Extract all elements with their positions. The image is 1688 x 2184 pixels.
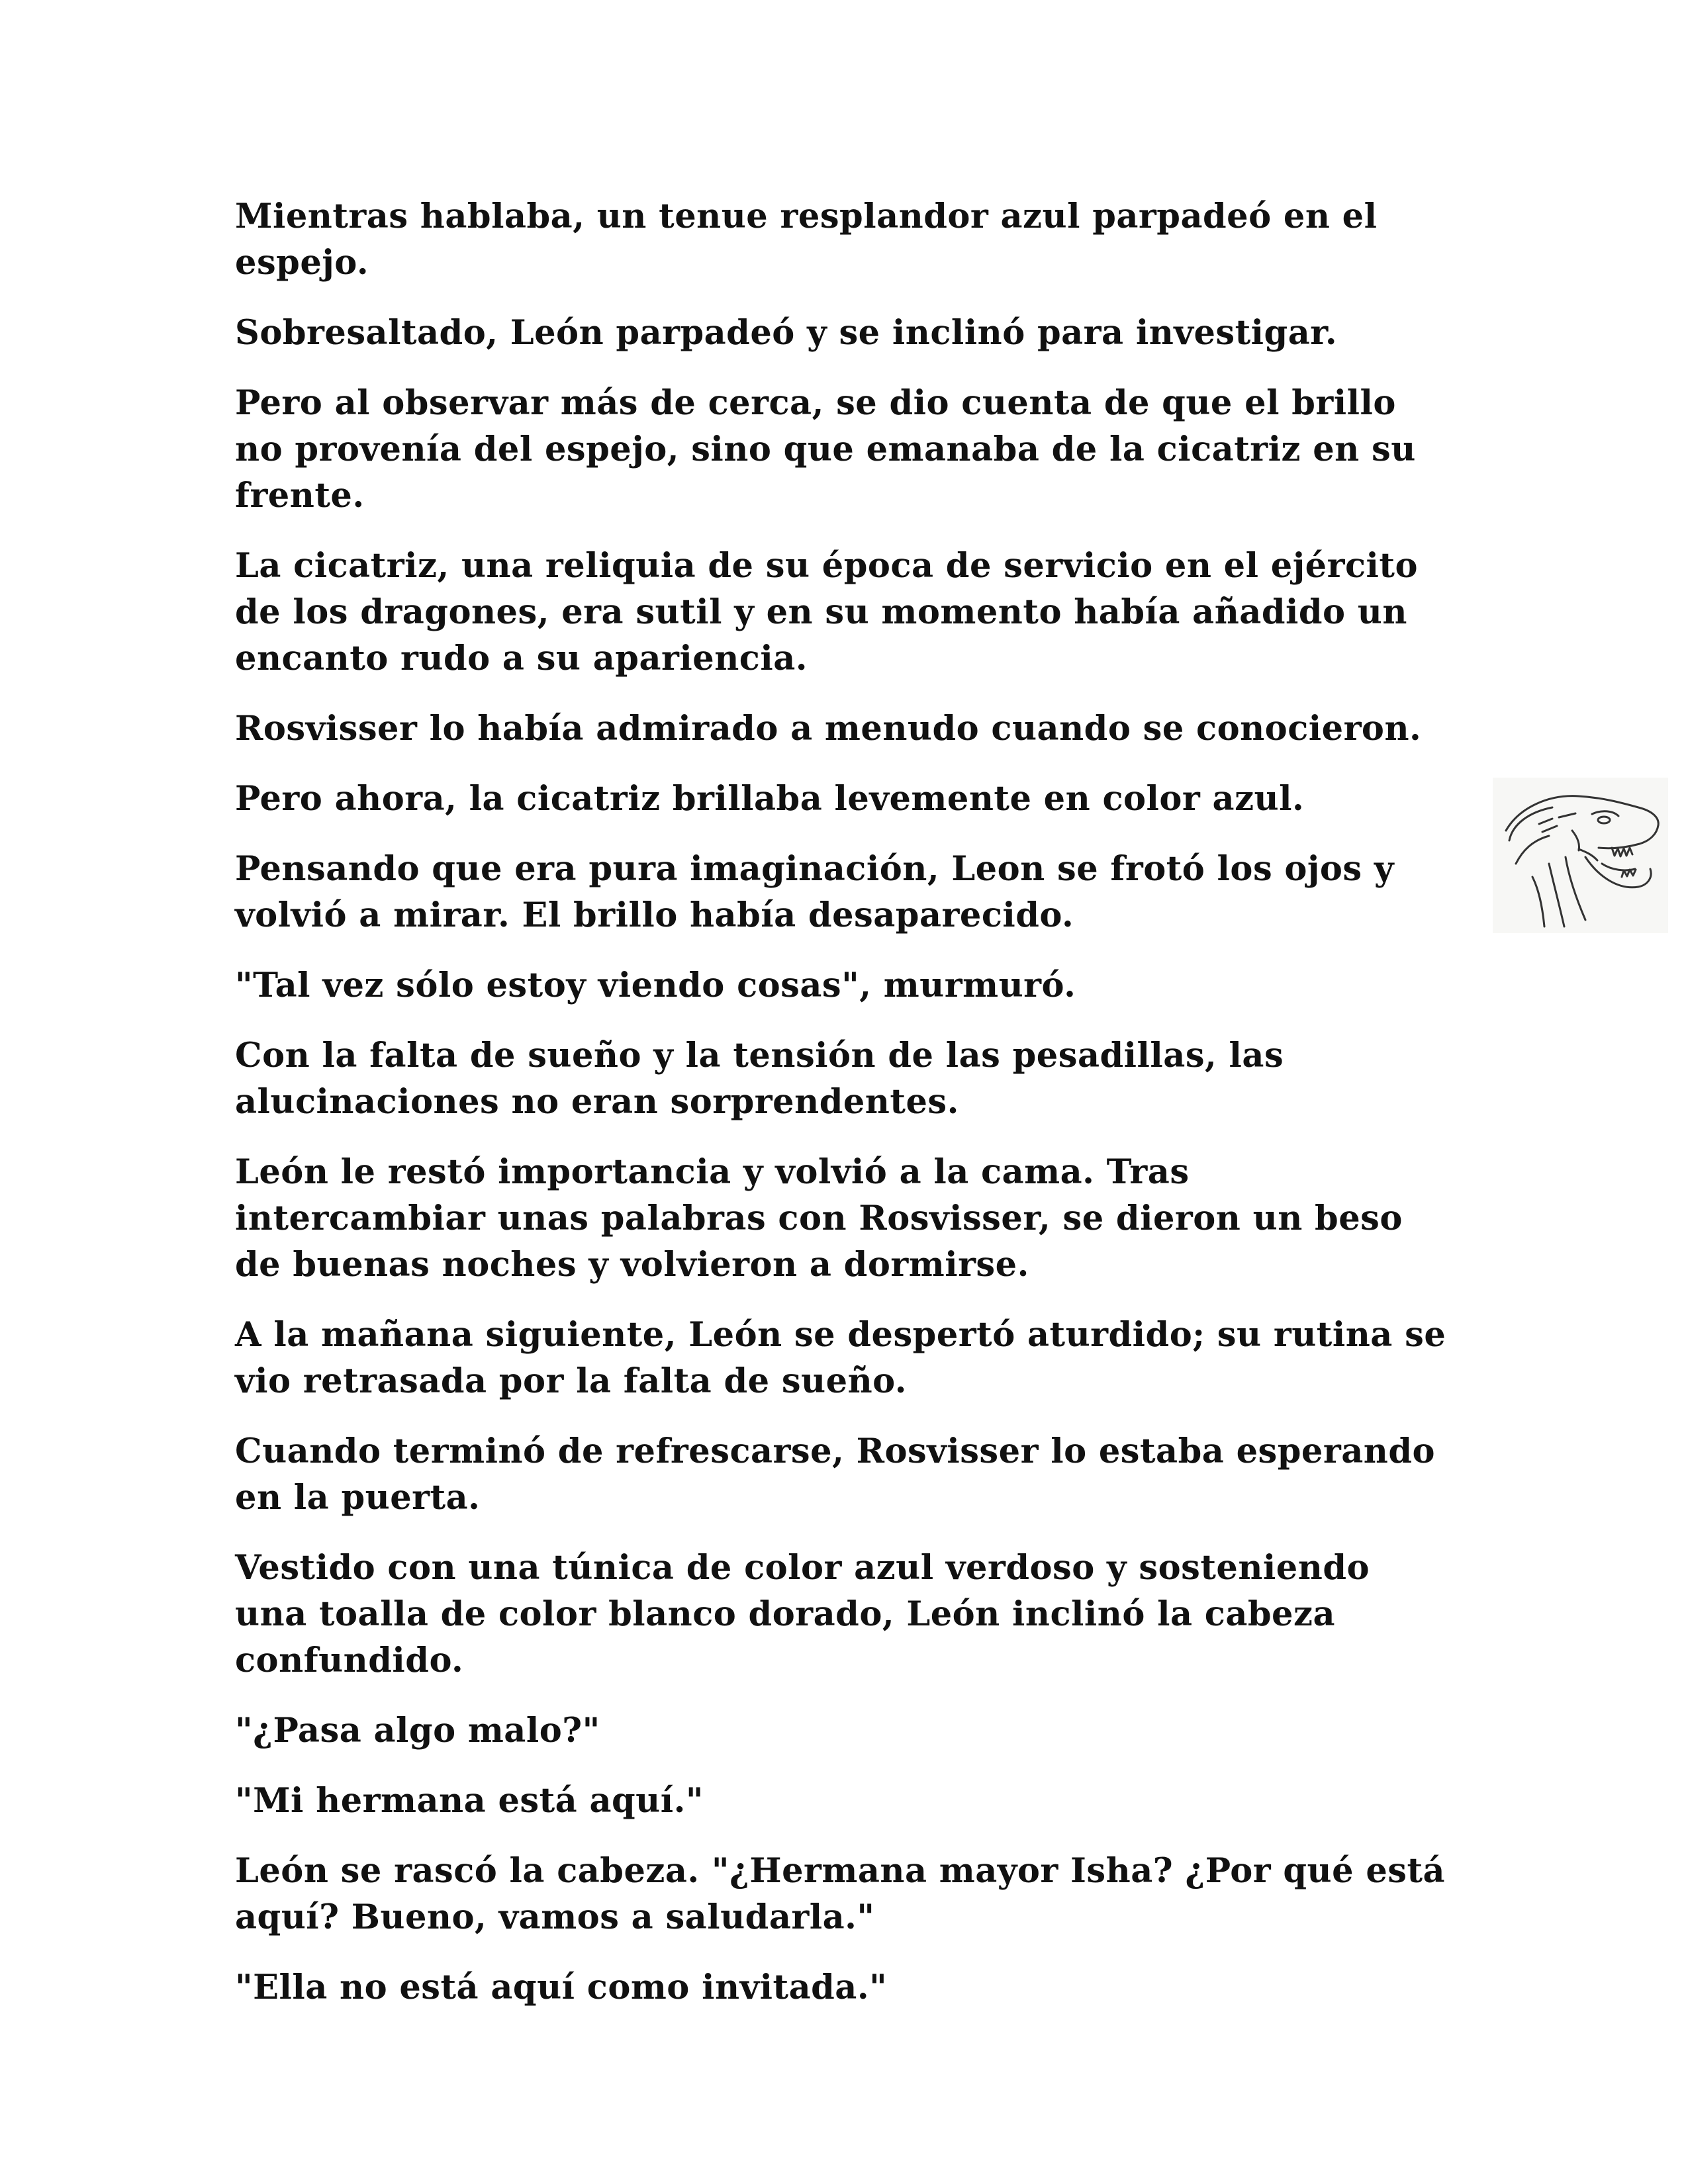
paragraph: La cicatriz, una reliquia de su época de servicio en el ejército de los dragones, era sutil y en su momento había añadido un encanto rudo a su apariencia. bbox=[235, 546, 1418, 678]
paragraph: "¿Pasa algo malo?" bbox=[235, 1711, 600, 1751]
paragraph: "Mi hermana está aquí." bbox=[235, 1781, 704, 1821]
paragraph: Vestido con una túnica de color azul verdoso y sosteniendo una toalla de color blanco dorado, León inclinó la cabeza confundido. bbox=[235, 1548, 1370, 1680]
dinosaur-head-sketch-icon bbox=[1493, 778, 1668, 933]
paragraph: Rosvisser lo había admirado a menudo cuando se conocieron. bbox=[235, 709, 1422, 749]
paragraph: León le restó importancia y volvió a la cama. Tras intercambiar unas palabras con Rosvisser, se dieron un beso de buenas noches y volvieron a dormirse. bbox=[235, 1152, 1403, 1285]
paragraph: "Ella no está aquí como invitada." bbox=[235, 1968, 888, 2007]
paragraph: "Tal vez sólo estoy viendo cosas", murmuró. bbox=[235, 966, 1076, 1005]
paragraph: León se rascó la cabeza. "¿Hermana mayor Isha? ¿Por qué está aquí? Bueno, vamos a saludarla." bbox=[235, 1851, 1446, 1937]
paragraph: Sobresaltado, León parpadeó y se inclinó para investigar. bbox=[235, 313, 1338, 353]
paragraph: A la mañana siguiente, León se despertó aturdido; su rutina se vio retrasada por la falta de sueño. bbox=[235, 1315, 1446, 1401]
paragraph: Pero al observar más de cerca, se dio cuenta de que el brillo no provenía del espejo, sino que emanaba de la cicatriz en su frente. bbox=[235, 383, 1416, 516]
body-text bbox=[235, 193, 1450, 2034]
paragraph: Pensando que era pura imaginación, Leon se frotó los ojos y volvió a mirar. El brillo había desaparecido. bbox=[235, 849, 1394, 935]
paragraph: Pero ahora, la cicatriz brillaba levemente en color azul. bbox=[235, 779, 1305, 819]
paragraph: Mientras hablaba, un tenue resplandor azul parpadeó en el espejo. bbox=[235, 197, 1378, 283]
paragraph: Con la falta de sueño y la tensión de las pesadillas, las alucinaciones no eran sorprendentes. bbox=[235, 1036, 1284, 1122]
paragraph: Cuando terminó de refrescarse, Rosvisser lo estaba esperando en la puerta. bbox=[235, 1432, 1436, 1518]
